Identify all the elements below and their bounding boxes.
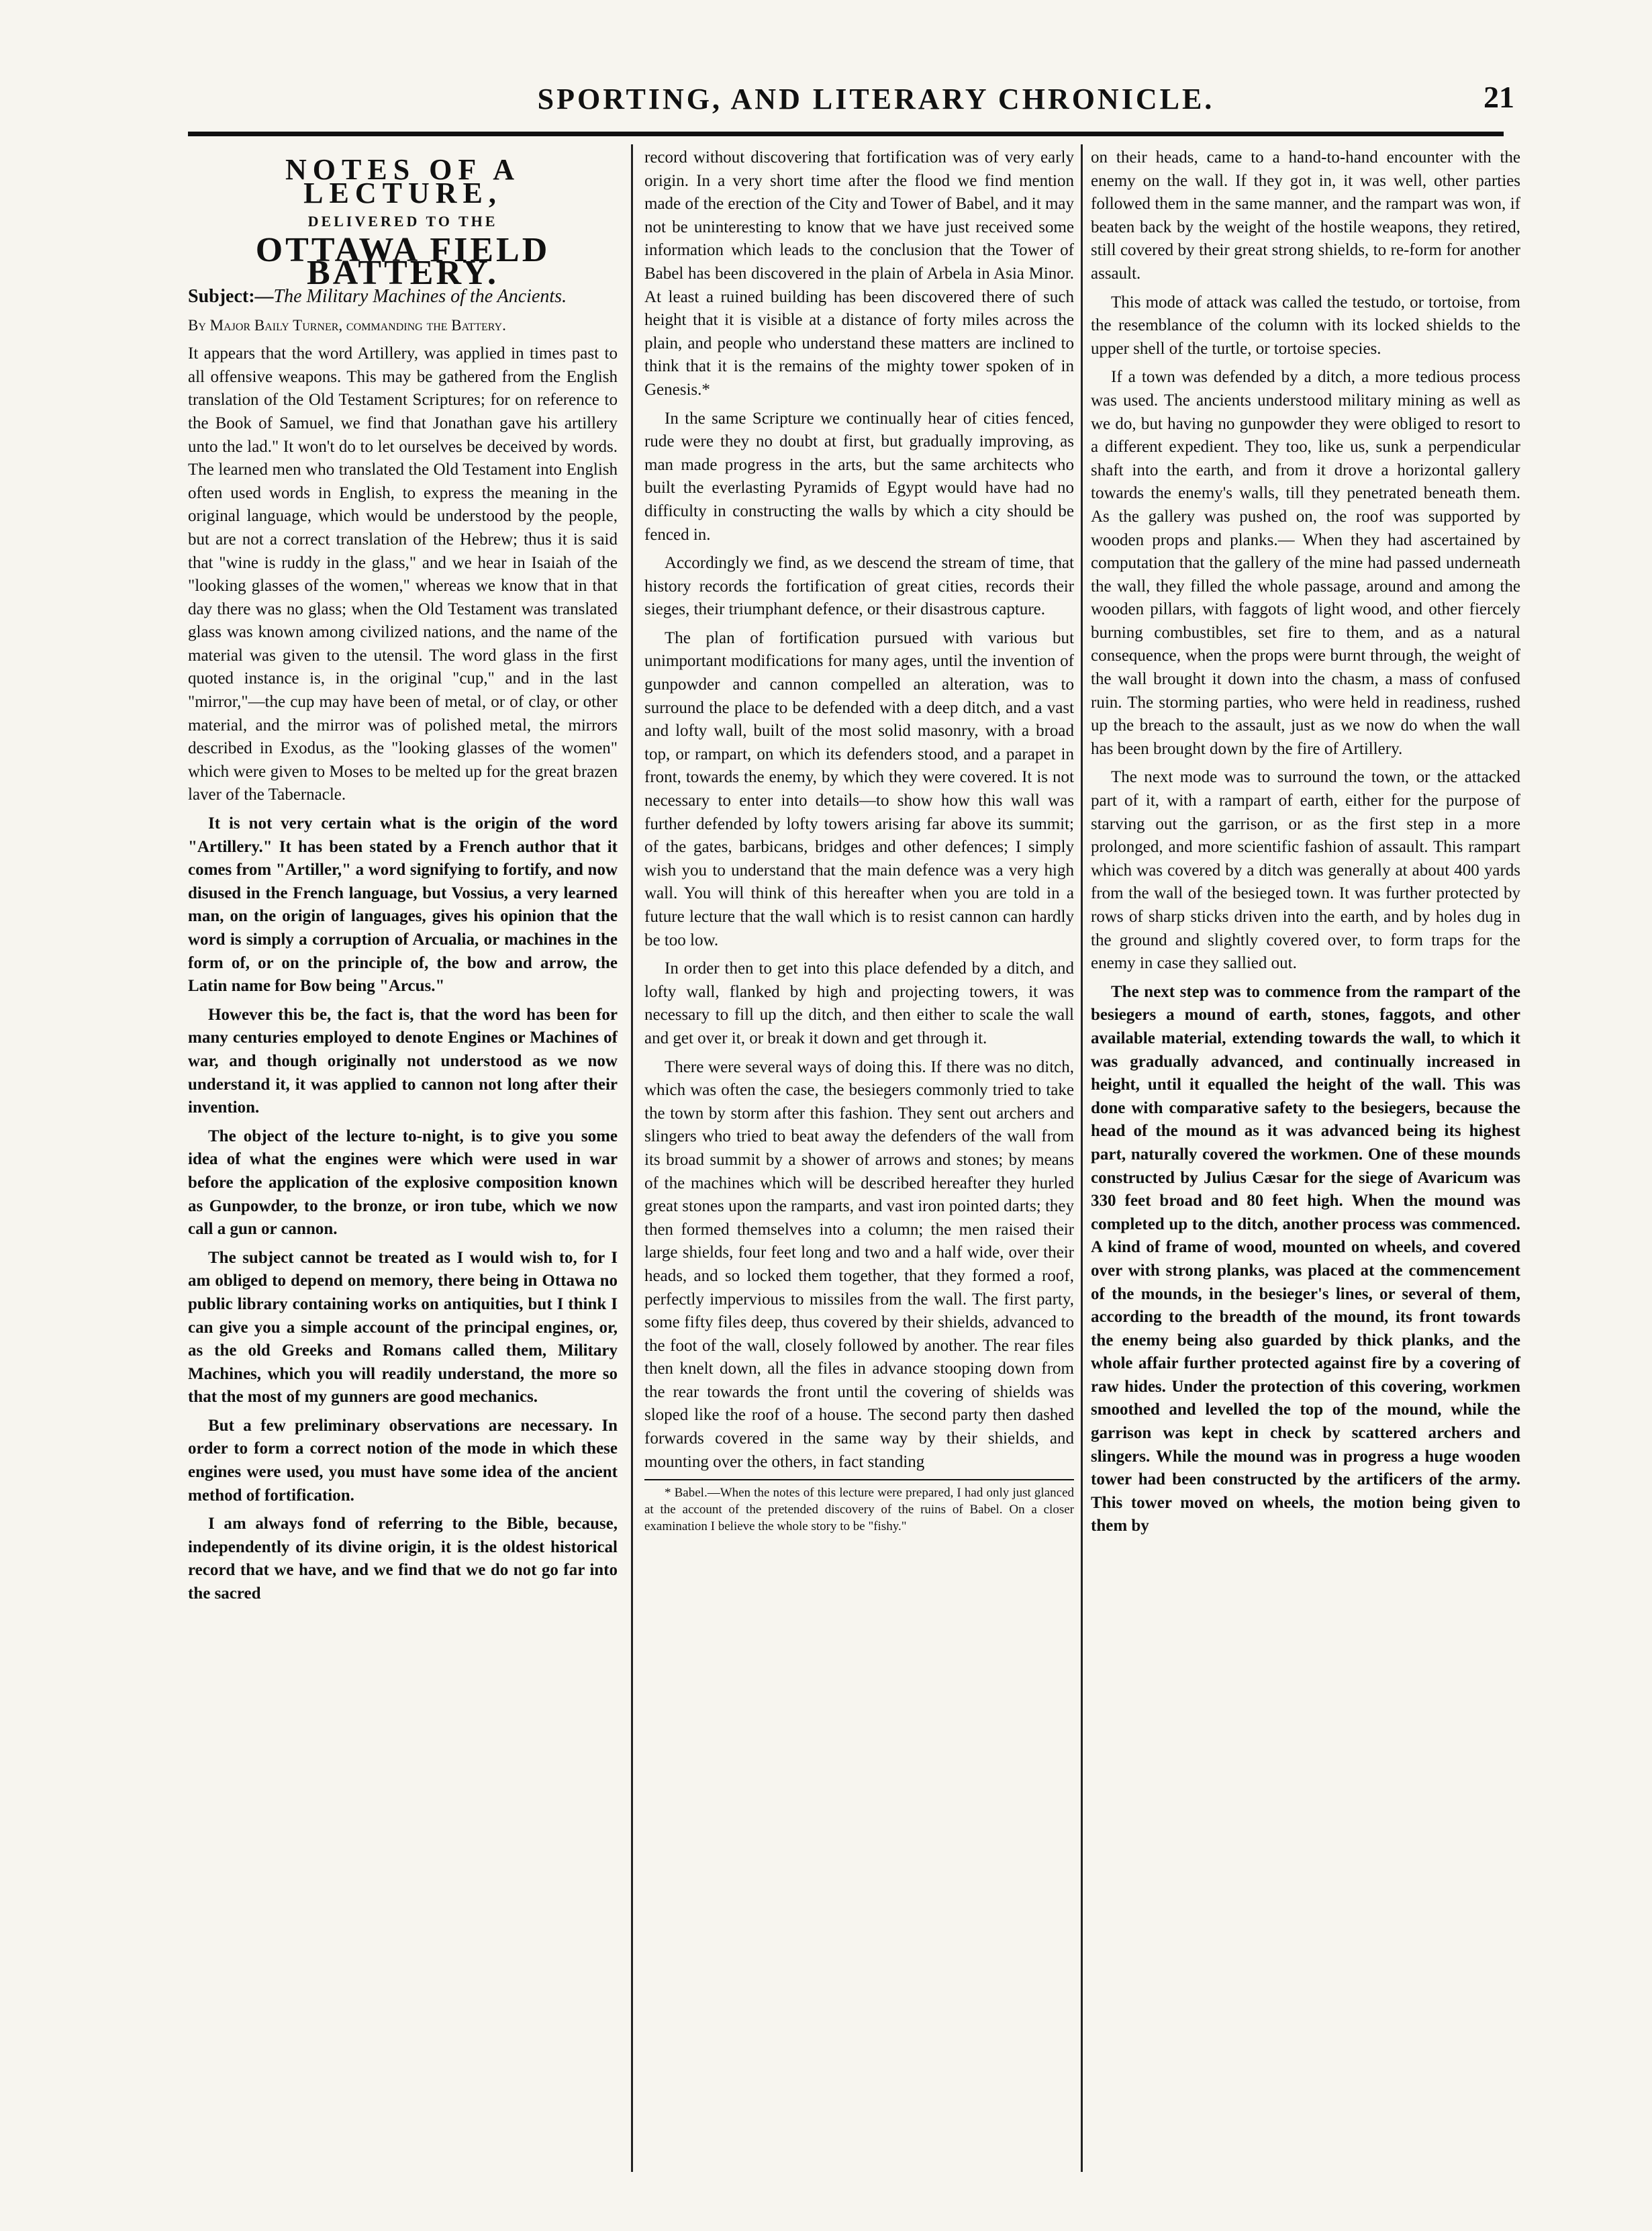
paragraph: This mode of attack was called the testudo, or tortoise, from the resemblance of the column with its locked shields to the upper shell of the turtle, or tortoise species. [1091, 293, 1520, 358]
paragraph: The next step was to commence from the rampart of the besiegers a mound of earth, stones, faggots, and other available material, extending towards the wall, to which it was gradually advanced, and continually increased in height, until it equalled the height of the wall. This was done with comparative safety to the besiegers, because the head of the mound as it was advanced being its highest part, naturally covered the workmen. One of these mounds constructed by Julius Cæsar for the siege of Avaricum was 330 feet broad and 80 feet high. When the mound was completed up to the ditch, another process was commenced. A kind of frame of wood, mounted on wheels, and covered over with strong planks, was placed at the commencement of the mounds, in the besieger's lines, or several of them, according to the breadth of the mound, its front towards the enemy being also guarded by thick planks, and the whole affair further protected against fire by a covering of raw hides. Under the protection of this covering, workmen smoothed and levelled the top of the mound, while the garrison was kept in check by scattered archers and slingers. While the mound was in progress a huge wooden tower had been constructed by the artificers of the army. This tower moved on wheels, the motion being given to them by [1091, 982, 1520, 1535]
paragraph: The object of the lecture to-night, is to give you some idea of what the engines were which were used in war before the application of the explosive composition known as Gunpowder, to the bronze, or iron tube, which we now call a gun or cannon. [188, 1127, 618, 1239]
subject-label: Subject:— [188, 285, 274, 307]
paragraph: record without discovering that fortification was of very early origin. In a very short time after the flood we find mention made of the erection of the City and Tower of Babel, and it may not be uninteresting to know that we have just received some information which leads to the conclusion that the Tower of Babel has been discovered in the plain of Arbela in Asia Minor. At least a ruined building has been discovered there of such height that it is visible at a distance of forty miles across the plain, and people who understand these matters are inclined to think that it is the remains of the mighty tower spoken of in Genesis.* [644, 148, 1074, 399]
footnote: * Babel.—When the notes of this lecture were prepared, I had only just glanced at the account of the pretended discovery of the ruins of Babel. On a closer examination I believe the whole story to be "fishy." [644, 1486, 1074, 1534]
footnote-rule [644, 1479, 1074, 1480]
column-rule-1 [631, 144, 633, 2172]
paragraph: The next mode was to surround the town, or the attacked part of it, with a rampart of earth, either for the purpose of starving out the garrison, or as the first step in a more prolonged, and more scientific fashion of assault. This rampart which was covered by a ditch was generally at about 400 yards from the wall of the besieged town. It was further protected by rows of sharp sticks driven into the earth, and by holes dug in the ground and slightly covered over, to form traps for the enemy in case they sallied out. [1091, 768, 1520, 973]
header-rule [188, 132, 1504, 136]
column-rule-2 [1081, 144, 1083, 2172]
column-3 [1091, 146, 1520, 1544]
paragraph: The subject cannot be treated as I would wish to, for I am obliged to depend on memory, there being in Ottawa no public library containing works on antiquities, but I think I can give you a simple account of the principal engines, or, as the old Greeks and Romans called them, Military Machines, which you will readily understand, the more so that the most of my gunners are good mechanics. [188, 1248, 618, 1407]
column-2 [644, 146, 1074, 1540]
subject-text: The Military Machines of the Ancients. [273, 285, 567, 307]
lecture-delivered: DELIVERED TO THE [307, 213, 498, 230]
paragraph: There were several ways of doing this. If there was no ditch, which was often the case, the besiegers commonly tried to take the town by storm after this fashion. They sent out archers and slingers who tried to beat away the defenders of the wall from its broad summit by a shower of arrows and stones; by means of the machines which will be described hereafter they hurled great stones upon the ramparts, and vast iron pointed darts; they then formed themselves into a column; the men raised their large shields, four feet long and two and a half wide, over their heads, and so locked them together, that they formed a roof, perfectly impervious to missiles from the wall. The first party, some fifty files deep, thus covered by their shields, advanced to the foot of the wall, closely followed by another. The rear files then knelt down, all the files in advance stooping down from the rear towards the front until the covering of shields was sloped like the roof of a house. The second party then dashed forwards covered in the same way by their shields, and mounting over the others, in fact standing [644, 1057, 1074, 1471]
lecture-subject [188, 285, 618, 309]
paragraph: The plan of fortification pursued with various but unimportant modifications for many ages, until the invention of gunpowder and cannon compelled an alteration, was to surround the place to be defended with a deep ditch, and a vast and lofty wall, built of the most solid masonry, with a broad top, or rampart, on which its defenders stood, and a parapet in front, towards the enemy, by which they were covered. It is not necessary to enter into details—to show how this wall was further defended by lofty towers arising far above its summit; of the gates, barbicans, bridges and other defences; I simply wish you to understand that the main defence was a very high wall. You will think of this hereafter when you are told in a future lecture that the wall which is to resist cannon can hardly be too low. [644, 628, 1074, 949]
page-number: 21 [1484, 80, 1514, 114]
paragraph: It appears that the word Artillery, was applied in times past to all offensive weapons. This may be gathered from the English translation of the Old Testament Scriptures; for on reference to the Book of Samuel, we find that Jonathan gave his artillery unto the lad." It won't do to let ourselves be deceived by words. The learned men who translated the Old Testament into English often used words in English, to express the meaning in the original language, which would be understood by the people, but are not a correct translation of the Hebrew; thus it is said that "wine is ruddy in the glass," and we hear in Isaiah of the "looking glasses of the women," whereas we know that in that day there was no glass; when the Old Testament was translated glass was known among civilized nations, and the name of the material was given to the utensil. The word glass in the first quoted instance is, in the original "cup," and in the last "mirror,"—the cup may have been of metal, or of clay, or other material, and the mirror was of polished metal, the mirrors described in Exodus, as the "looking glasses of the women" which were given to Moses to be melted up for the great brazen laver of the Tabernacle. [188, 344, 618, 804]
running-head: SPORTING, AND LITERARY CHRONICLE. [537, 83, 1215, 115]
paragraph: It is not very certain what is the origin of the word "Artillery." It has been stated by a French author that it comes from "Artiller," a word signifying to fortify, and now disused in the French language, but Vossius, a very learned man, on the origin of languages, gives his opinion that the word is simply a corruption of Arcualia, or machines in the form of, or on the principle of, the bow and arrow, the Latin name for Bow being "Arcus." [188, 814, 618, 996]
paragraph: Accordingly we find, as we descend the stream of time, that history records the fortification of great cities, records their sieges, their triumphant defence, or their disastrous capture. [644, 554, 1074, 619]
paragraph: But a few preliminary observations are necessary. In order to form a correct notion of the mode in which these engines were used, you must have some idea of the ancient method of fortification. [188, 1416, 618, 1505]
paragraph: In order then to get into this place defended by a ditch, and lofty wall, flanked by high and projecting towers, it was necessary to fill up the ditch, and then either to scale the wall and get over it, or break it down and get through it. [644, 959, 1074, 1047]
lecture-byline: By Major Baily Turner, commanding the Battery. [188, 316, 506, 334]
paragraph: on their heads, came to a hand-to-hand encounter with the enemy on the wall. If they got in, it was well, other parties followed them in the same manner, and the rampart was won, if beaten back by the weight of the hostile weapons, they retired, still covered by their great strong shields, to re-form for another assault. [1091, 148, 1520, 283]
lecture-org: OTTAWA FIELD BATTERY. [255, 230, 550, 293]
paragraph: In the same Scripture we continually hear of cities fenced, rude were they no doubt at first, but gradually improving, as man made progress in the arts, but the same architects who built the everlasting Pyramids of Egypt would have had no difficulty in constructing the walls by which a city should be fenced in. [644, 409, 1074, 544]
lecture-title: NOTES OF A LECTURE, [285, 153, 520, 209]
paragraph: However this be, the fact is, that the word has been for many centuries employed to denote Engines or Machines of war, and though originally not understood as we now understand it, it was applied to cannon not long after their invention. [188, 1005, 618, 1117]
paragraph: I am always fond of referring to the Bible, because, independently of its divine origin, it is the oldest historical record that we have, and we find that we do not go far into the sacred [188, 1515, 618, 1603]
paragraph: If a town was defended by a ditch, a more tedious process was used. The ancients understood military mining as well as we do, but having no gunpowder they were obliged to resort to a different expedient. They too, like us, sunk a perpendicular shaft into the earth, and from it drove a horizontal gallery towards the enemy's walls, till they penetrated beneath them. As the gallery was pushed on, the roof was supported by wooden props and planks.— When they had ascertained by computation that the gallery of the mine had passed underneath the wall, they filled the whole passage, around and among the wooden pillars, with faggots of light wood, and other fiercely burning combustibles, set fire to them, and as a natural consequence, when the props were burnt through, the weight of the wall brought it down into the chasm, a mass of confused ruin. The storming parties, who were held in readiness, rushed up the breach to the assault, just as we now do when the wall has been brought down by the fire of Artillery. [1091, 368, 1520, 758]
column-1 [188, 146, 618, 1611]
